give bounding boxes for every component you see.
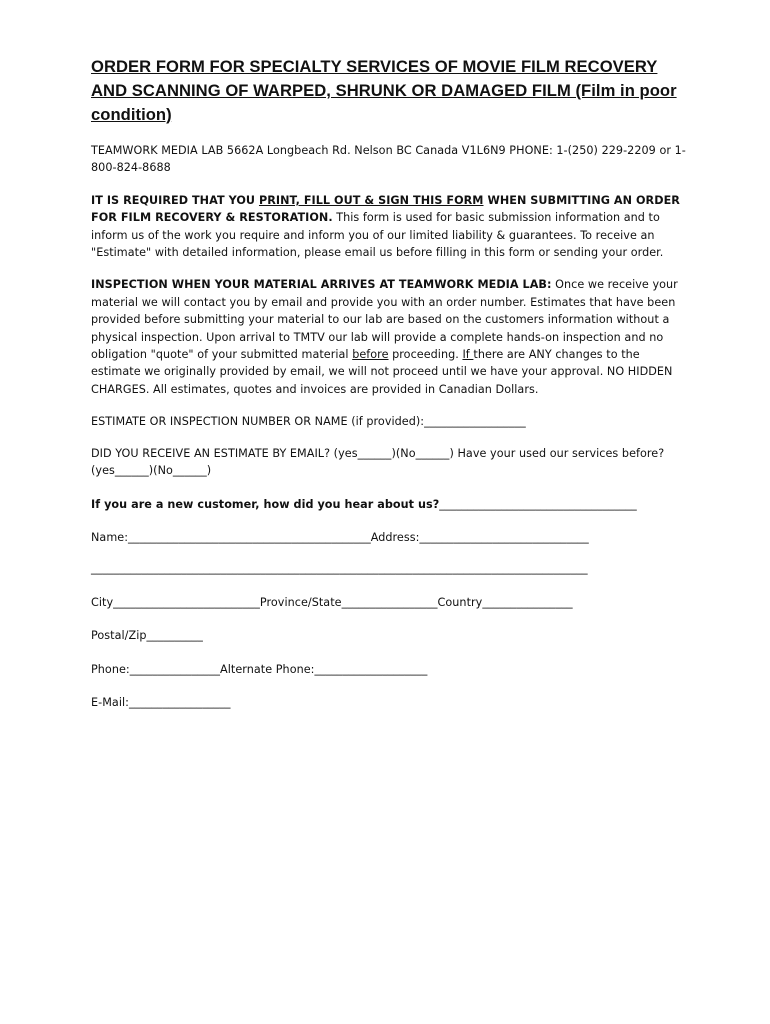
city-label: City (91, 595, 114, 609)
inspection-body-1: Once we receive your material we will contact you by email and provide you with an order number. Estimates that have been provided before submitting your material to our lab are based on the customers information without a physical inspection. Upon arrival to TMTV our lab will provide a complete hands-on inspection and no obligation "quote" of your submitted material (91, 278, 678, 362)
address-input[interactable]: ______________________________ (419, 530, 589, 544)
alt-phone-input[interactable]: ____________________ (314, 662, 428, 676)
postal-label: Postal/Zip (91, 629, 147, 643)
postal-input[interactable]: __________ (146, 629, 203, 643)
requirement-body: This form is used for basic submission information and to inform us of the work you require and inform you of our limited liability & guarantees. To receive an "Estimate" with detailed information, please email us before filling in this form or sending your order. (91, 211, 664, 260)
order-form-page (91, 55, 691, 725)
estimate-number-input[interactable]: __________________ (424, 415, 526, 429)
hear-about-us-label: If you are a new customer, how did you hear about us? (91, 497, 440, 511)
province-label: Province/State (259, 595, 342, 609)
alt-phone-label: Alternate Phone: (220, 662, 315, 676)
country-input[interactable]: ________________ (482, 595, 573, 609)
inspection-body-3: there are ANY changes to the estimate we originally provided by email, we will not proceed until we have your approval. NO HIDDEN CHARGES. All estimates, quotes and invoices are provided in Canadian Dollars. (91, 348, 673, 396)
email-estimate-question[interactable]: DID YOU RECEIVE AN ESTIMATE BY EMAIL? (yes______)(No______) Have your used our services before? (yes______)(No______) (91, 446, 665, 478)
estimate-number-field (91, 413, 691, 430)
hear-about-us-input[interactable]: ___________________________________ (439, 497, 637, 511)
inspection-paragraph (91, 276, 691, 398)
address-label: Address: (370, 530, 420, 544)
requirement-lead-2: WHEN SUBMITTING AN ORDER FOR FILM RECOVERY & RESTORATION. (91, 193, 680, 225)
name-label: Name: (91, 530, 129, 544)
postal-row (91, 627, 691, 644)
name-address-row (91, 529, 691, 546)
estimate-number-label: ESTIMATE OR INSPECTION NUMBER OR NAME (if provided): (91, 415, 425, 429)
city-province-country-row (91, 594, 691, 611)
inspection-heading: INSPECTION WHEN YOUR MATERIAL ARRIVES AT TEAMWORK MEDIA LAB: (91, 278, 552, 292)
requirement-paragraph (91, 192, 691, 262)
contact-info: TEAMWORK MEDIA LAB 5662A Longbeach Rd. Nelson BC Canada V1L6N9 PHONE: 1-(250) 229-2209 or 1-800-824-8688 (91, 144, 686, 175)
city-input[interactable]: __________________________ (113, 595, 260, 609)
phone-row (91, 661, 691, 678)
name-input[interactable]: ___________________________________________ (128, 530, 371, 544)
email-label: E-Mail: (91, 695, 129, 709)
hear-about-us-field (91, 496, 691, 513)
phone-input[interactable]: ________________ (129, 662, 221, 676)
inspection-if-word: If (462, 348, 474, 362)
requirement-lead-underlined: PRINT, FILL OUT & SIGN THIS FORM (258, 193, 484, 207)
email-row (91, 694, 691, 711)
country-label: Country (437, 595, 483, 609)
address-line-2-input[interactable]: ________________________________________________________________________________________ (91, 562, 588, 576)
requirement-lead-1: IT IS REQUIRED THAT YOU (91, 193, 259, 207)
form-title: ORDER FORM FOR SPECIALTY SERVICES OF MOVIE FILM RECOVERY AND SCANNING OF WARPED, SHRUNK OR DAMAGED FILM (Film in poor condition) (91, 57, 677, 124)
inspection-body-2: proceeding. (388, 348, 463, 362)
phone-label: Phone: (91, 662, 130, 676)
email-input[interactable]: __________________ (128, 695, 231, 709)
province-input[interactable]: _________________ (341, 595, 438, 609)
inspection-before-word: before (352, 348, 389, 362)
